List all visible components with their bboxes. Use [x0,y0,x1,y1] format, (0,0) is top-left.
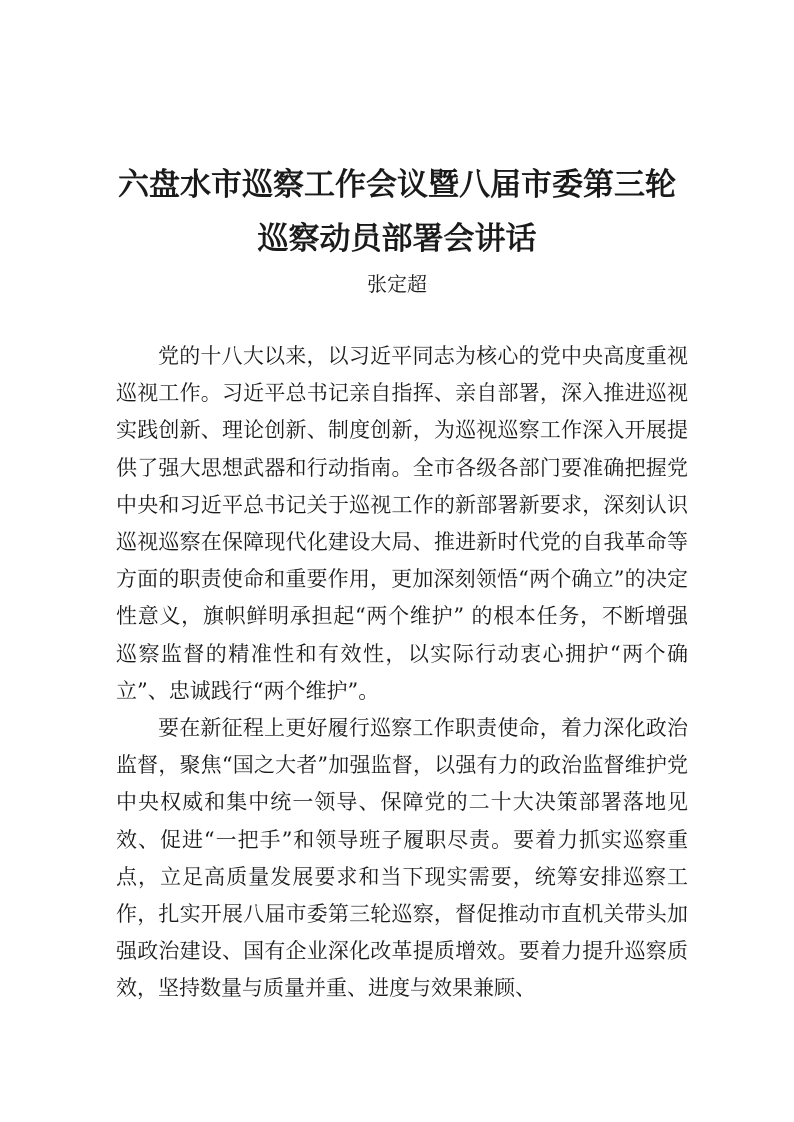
author-name: 张定超 [367,272,427,296]
title-line-1: 六盘水市巡察工作会议暨八届市委第三轮 [118,167,676,203]
paragraph-2: 要在新征程上更好履行巡察工作职责使命，着力深化政治监督，聚焦“国之大者”加强监督，以强有力的政治监督维护党中央权威和集中统一领导、保障党的二十大决策部署落地见效、促进“一把手”和领导班子履职尽责。要着力抓实巡察重点，立足高质量发展要求和当下现实需要，统筹安排巡察工作，扎实开展八届市委第三轮巡察，督促推动市直机关带头加强政治建设、国有企业深化改革提质增效。要着力提升巡察质效，坚持数量与质量并重、进度与效果兼顾、 [116,716,688,1001]
document-body [116,338,688,1008]
title-line-2: 巡察动员部署会讲话 [257,221,537,257]
paragraph-1: 党的十八大以来，以习近平同志为核心的党中央高度重视巡视工作。习近平总书记亲自指挥、亲自部署，深入推进巡视实践创新、理论创新、制度创新，为巡视巡察工作深入开展提供了强大思想武器和行动指南。全市各级各部门要准确把握党中央和习近平总书记关于巡视工作的新部署新要求，深刻认识巡视巡察在保障现代化建设大局、推进新时代党的自我革命等方面的职责使命和重要作用，更加深刻领悟“两个确立”的决定性意义，旗帜鲜明承担起“两个维护” 的根本任务，不断增强巡察监督的精准性和有效性，以实际行动衷心拥护“两个确立”、忠诚践行“两个维护”。 [116,344,688,703]
document-title [100,158,694,266]
